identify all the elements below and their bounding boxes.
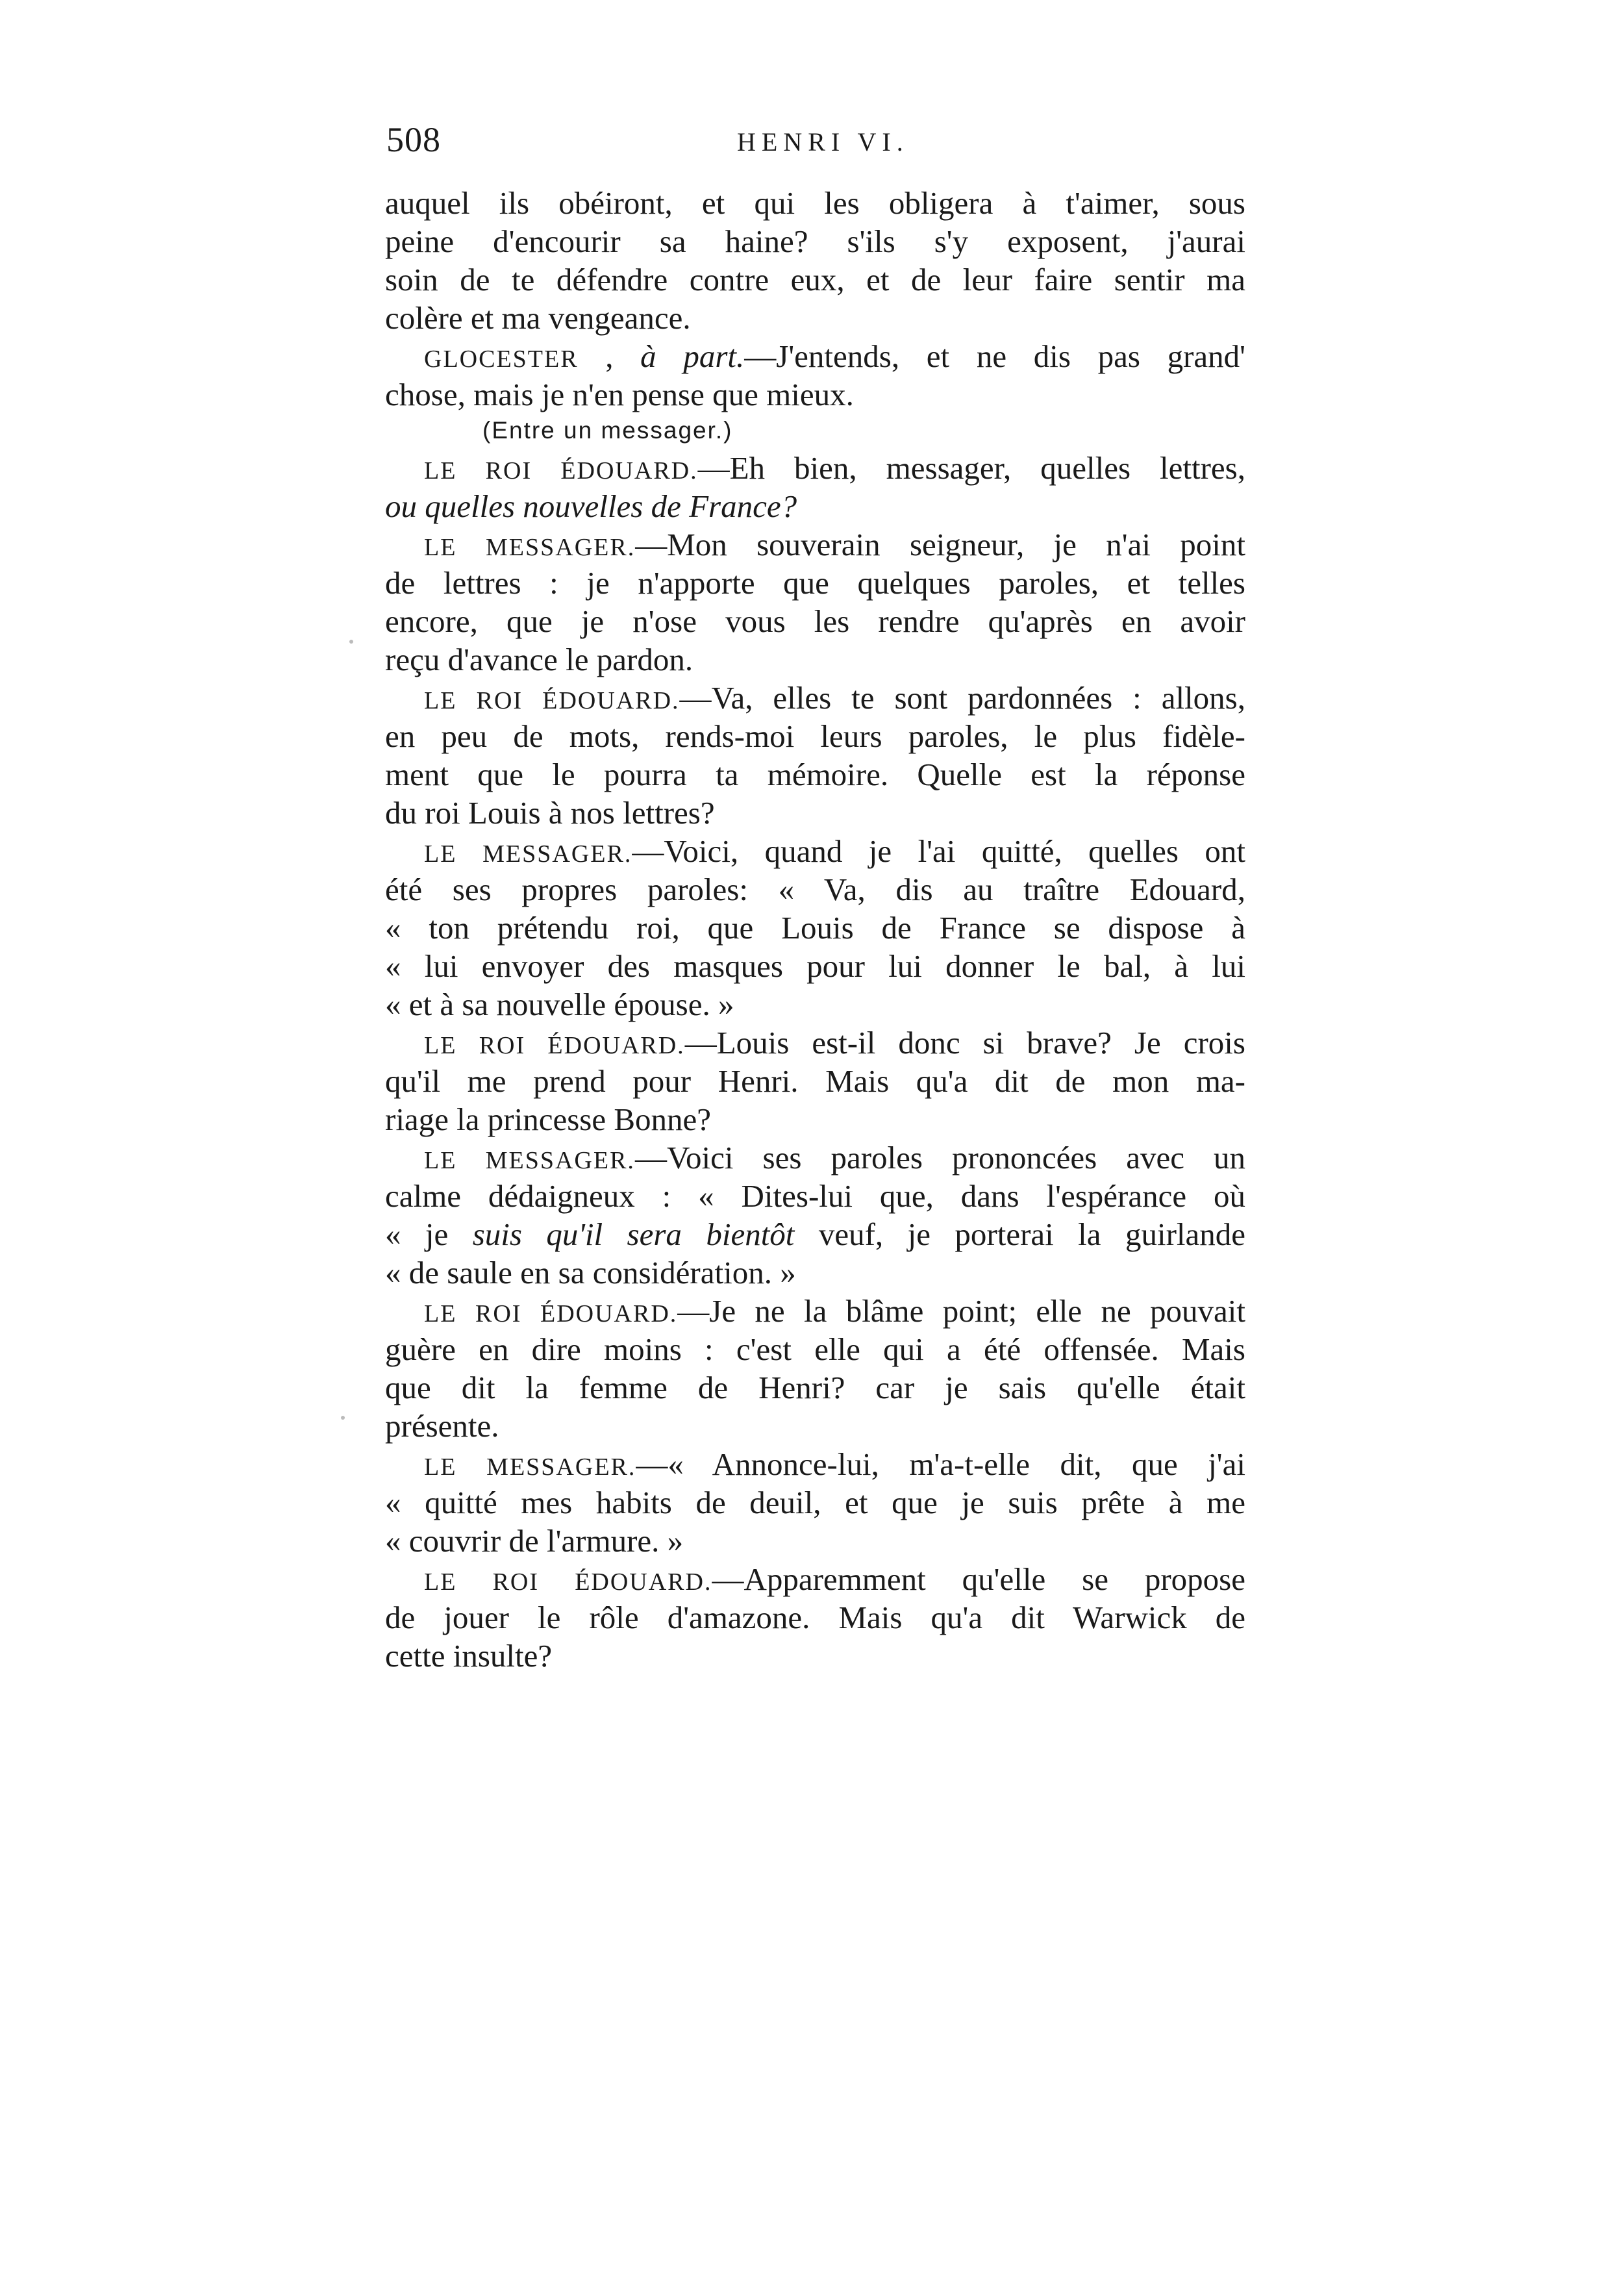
speech-text: —Louis est-il donc si brave? Je crois [684, 1025, 1245, 1061]
text-line: « de saule en sa considération. » [385, 1255, 796, 1290]
text-line: colère et ma vengeance. [385, 300, 691, 336]
text-line: guère en dire moins : c'est elle qui a été offensée. Mais [385, 1331, 1245, 1367]
speech-text: —Apparemment qu'elle se propose [712, 1561, 1246, 1597]
speech-messager [385, 1138, 1245, 1292]
speaker-name: LE ROI ÉDOUARD. [424, 1300, 678, 1327]
speech-messager [385, 525, 1245, 679]
text-line: de jouer le rôle d'amazone. Mais qu'a dit Warwick de [385, 1600, 1245, 1635]
text-line: encore, que je n'ose vous les rendre qu'après en avoir [385, 603, 1245, 639]
speech-text: —Va, elles te sont pardonnées : allons, [679, 680, 1245, 716]
running-title: HENRI VI. [737, 127, 909, 157]
text-line: du roi Louis à nos lettres? [385, 795, 715, 831]
speech-edouard [385, 1024, 1245, 1138]
speaker-separator: , [578, 338, 641, 374]
speaker-name: LE MESSAGER. [424, 1453, 636, 1481]
text-line: ou quelles nouvelles de France? [385, 488, 797, 524]
text-line: ment que le pourra ta mémoire. Quelle est la réponse [385, 757, 1245, 792]
text-line: « lui envoyer des masques pour lui donner le bal, à lui [385, 948, 1245, 984]
page-header [386, 114, 1243, 166]
speech-first-line [385, 1292, 1245, 1330]
speech-text: —Voici, quand je l'ai quitté, quelles ont [632, 833, 1245, 869]
speech-first-line [385, 449, 1245, 487]
speech-edouard [385, 1292, 1245, 1445]
speech-text: —J'entends, et ne dis pas grand' [744, 338, 1245, 374]
margin-speck [341, 1416, 345, 1420]
text-line: « ton prétendu roi, que Louis de France se dispose à [385, 910, 1245, 946]
speech-glocester [385, 337, 1245, 414]
speaker-name: LE ROI ÉDOUARD. [424, 457, 698, 484]
speech-first-line [385, 337, 1245, 375]
text-line: que dit la femme de Henri? car je sais qu'elle était [385, 1370, 1245, 1405]
body-text [385, 184, 1245, 1675]
text-line: « quitté mes habits de deuil, et que je suis prête à me [385, 1485, 1245, 1520]
text-line: « couvrir de l'armure. » [385, 1523, 684, 1559]
text-line: reçu d'avance le pardon. [385, 642, 693, 677]
speech-edouard [385, 679, 1245, 832]
stage-direction-inline: à part. [640, 338, 745, 374]
text-line: cette insulte? [385, 1638, 553, 1674]
text-line: calme dédaigneux : « Dites-lui que, dans l'espérance où [385, 1178, 1245, 1214]
speech-text: —Voici ses paroles prononcées avec un [634, 1140, 1245, 1175]
text-line: « et à sa nouvelle épouse. » [385, 987, 734, 1022]
speech-text: —Je ne la blâme point; elle ne pouvait [677, 1293, 1246, 1329]
speaker-name: LE ROI ÉDOUARD. [424, 1032, 685, 1059]
text-line: de lettres : je n'apporte que quelques paroles, et telles [385, 565, 1245, 601]
text-segment: « je [385, 1216, 473, 1252]
text-line: auquel ils obéiront, et qui les obligera à t'aimer, sous [385, 185, 1245, 221]
text-line: riage la princesse Bonne? [385, 1101, 712, 1137]
speech-edouard [385, 1560, 1245, 1675]
speech-messager [385, 832, 1245, 1024]
text-line: en peu de mots, rends-moi leurs paroles, le plus fidèle- [385, 718, 1245, 754]
speech-messager [385, 1445, 1245, 1560]
italic-segment: suis qu'il sera bientôt [472, 1216, 795, 1252]
page-number: 508 [386, 120, 441, 159]
speech-edouard [385, 449, 1245, 525]
speech-first-line [385, 1445, 1245, 1483]
text-line: peine d'encourir sa haine? s'ils s'y exposent, j'aurai [385, 223, 1245, 259]
speech-continuation [385, 184, 1245, 337]
speaker-name: LE MESSAGER. [424, 1147, 635, 1174]
speech-first-line [385, 525, 1245, 564]
stage-direction: (Entre un messager.) [482, 417, 733, 444]
speech-first-line [385, 832, 1245, 870]
text-line: qu'il me prend pour Henri. Mais qu'a dit de mon ma- [385, 1063, 1245, 1099]
speech-first-line [385, 679, 1245, 717]
text-line: été ses propres paroles: « Va, dis au traître Edouard, [385, 872, 1245, 907]
text-line [385, 1215, 1245, 1253]
speech-text: —« Annonce-lui, m'a-t-elle dit, que j'ai [636, 1446, 1245, 1482]
speech-first-line [385, 1560, 1245, 1598]
speech-text: —Eh bien, messager, quelles lettres, [697, 450, 1245, 486]
speaker-name: LE MESSAGER. [424, 840, 632, 868]
speech-first-line [385, 1138, 1245, 1177]
text-line: chose, mais je n'en pense que mieux. [385, 377, 854, 412]
margin-speck [349, 640, 353, 644]
speech-first-line [385, 1024, 1245, 1062]
speaker-name: LE ROI ÉDOUARD. [424, 687, 680, 714]
speech-text: —Mon souverain seigneur, je n'ai point [635, 527, 1245, 562]
text-line: présente. [385, 1408, 499, 1444]
speaker-name: LE ROI ÉDOUARD. [424, 1568, 712, 1596]
speaker-name: GLOCESTER [424, 346, 579, 373]
text-line: soin de te défendre contre eux, et de leur faire sentir ma [385, 262, 1245, 297]
speaker-name: LE MESSAGER. [424, 534, 636, 561]
text-segment: veuf, je porterai la guirlande [794, 1216, 1245, 1252]
